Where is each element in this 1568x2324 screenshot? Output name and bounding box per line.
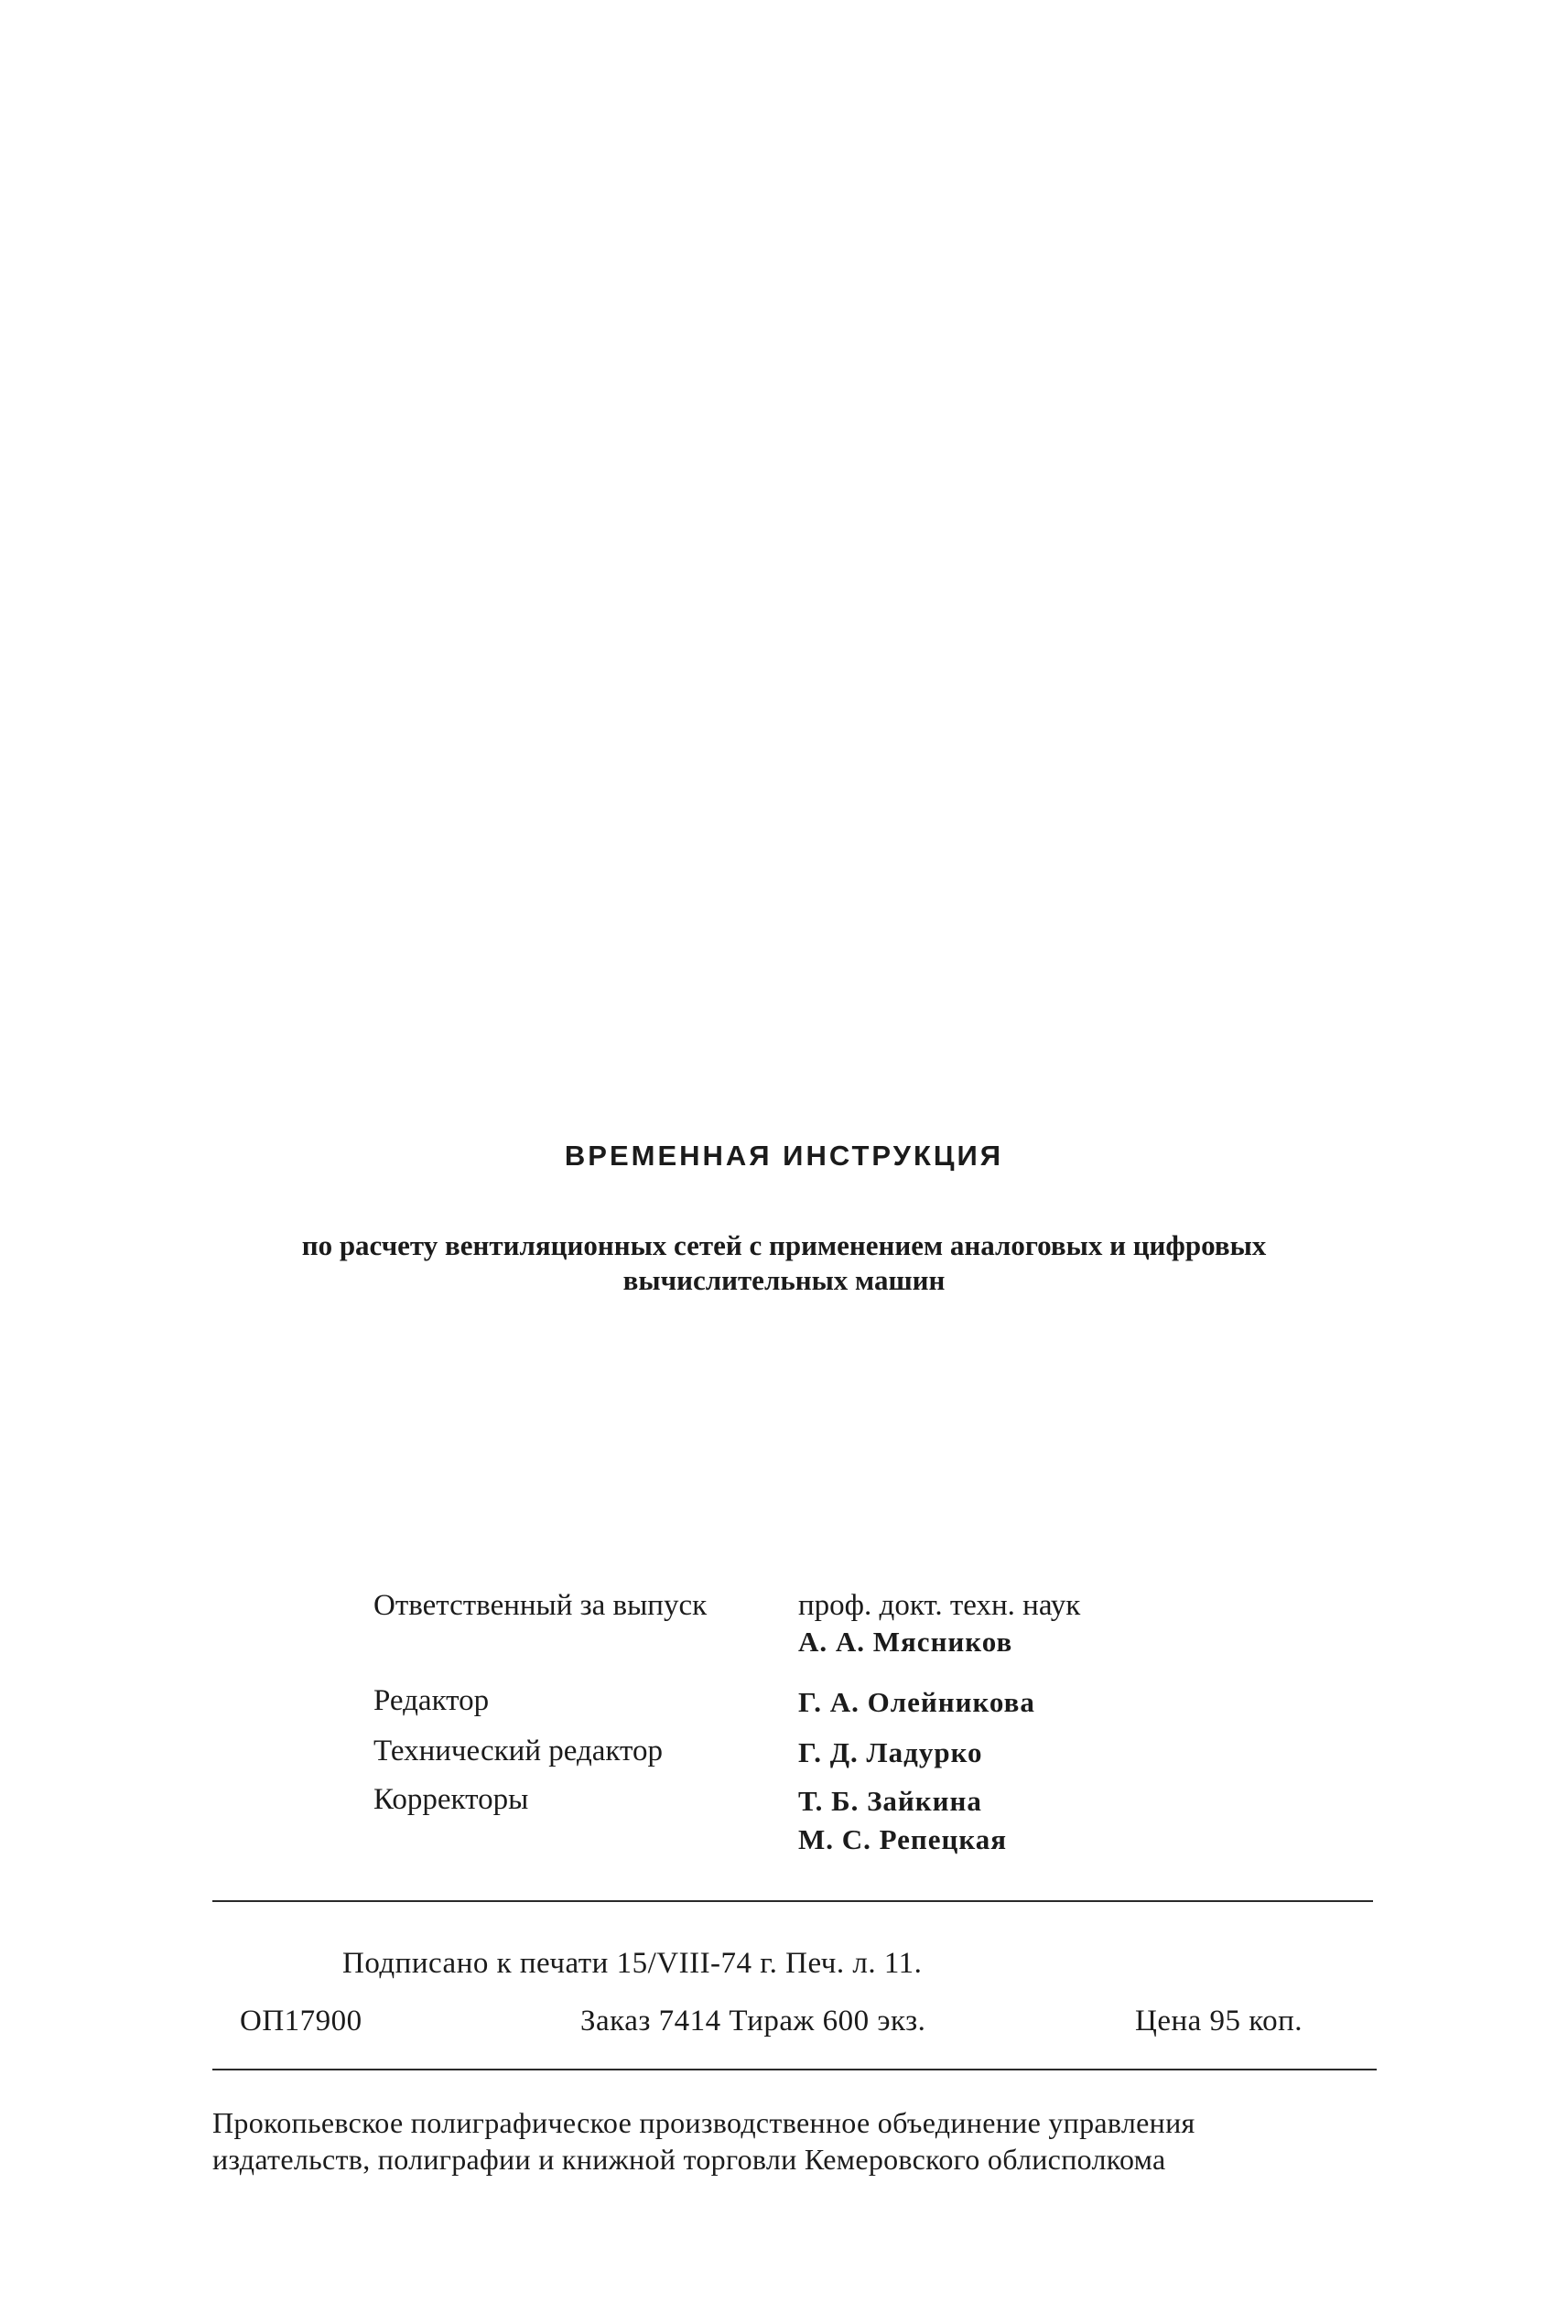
corrector-2-name: М. С. Репецкая bbox=[798, 1823, 1008, 1855]
document-title: ВРЕМЕННАЯ ИНСТРУКЦИЯ bbox=[564, 1140, 1004, 1172]
tech-editor-label: Технический редактор bbox=[373, 1735, 663, 1767]
corrector-1-name: Т. Б. Зайкина bbox=[798, 1785, 982, 1817]
responsible-name: А. А. Мясников bbox=[798, 1626, 1013, 1658]
correctors-label: Корректоры bbox=[373, 1783, 529, 1816]
divider-top bbox=[212, 1900, 1373, 1902]
editor-name: Г. А. Олейникова bbox=[798, 1686, 1035, 1718]
printer-line-2: издательств, полиграфии и книжной торговли Кемеровского облисполкома bbox=[212, 2143, 1166, 2176]
price: Цена 95 коп. bbox=[1135, 2005, 1303, 2038]
subtitle-line-2: вычислительных машин bbox=[622, 1264, 946, 1296]
signed-to-print: Подписано к печати 15/VIII-74 г. Печ. л. 11. bbox=[342, 1947, 923, 1980]
responsible-title: проф. докт. техн. наук bbox=[798, 1589, 1081, 1622]
responsible-label: Ответственный за выпуск bbox=[373, 1589, 708, 1622]
publication-code: ОП17900 bbox=[240, 2005, 362, 2038]
document-subtitle bbox=[137, 1228, 1431, 1298]
editor-label: Редактор bbox=[373, 1684, 490, 1717]
subtitle-line-1: по расчету вентиляционных сетей с применением аналоговых и цифровых bbox=[301, 1229, 1267, 1261]
printer-line-1: Прокопьевское полиграфическое производственное объединение управления bbox=[212, 2106, 1195, 2139]
tech-editor-name: Г. Д. Ладурко bbox=[798, 1736, 983, 1768]
order-and-print-run: Заказ 7414 Тираж 600 экз. bbox=[580, 2005, 926, 2038]
divider-bottom bbox=[212, 2069, 1377, 2070]
printer-info bbox=[212, 2104, 1388, 2178]
